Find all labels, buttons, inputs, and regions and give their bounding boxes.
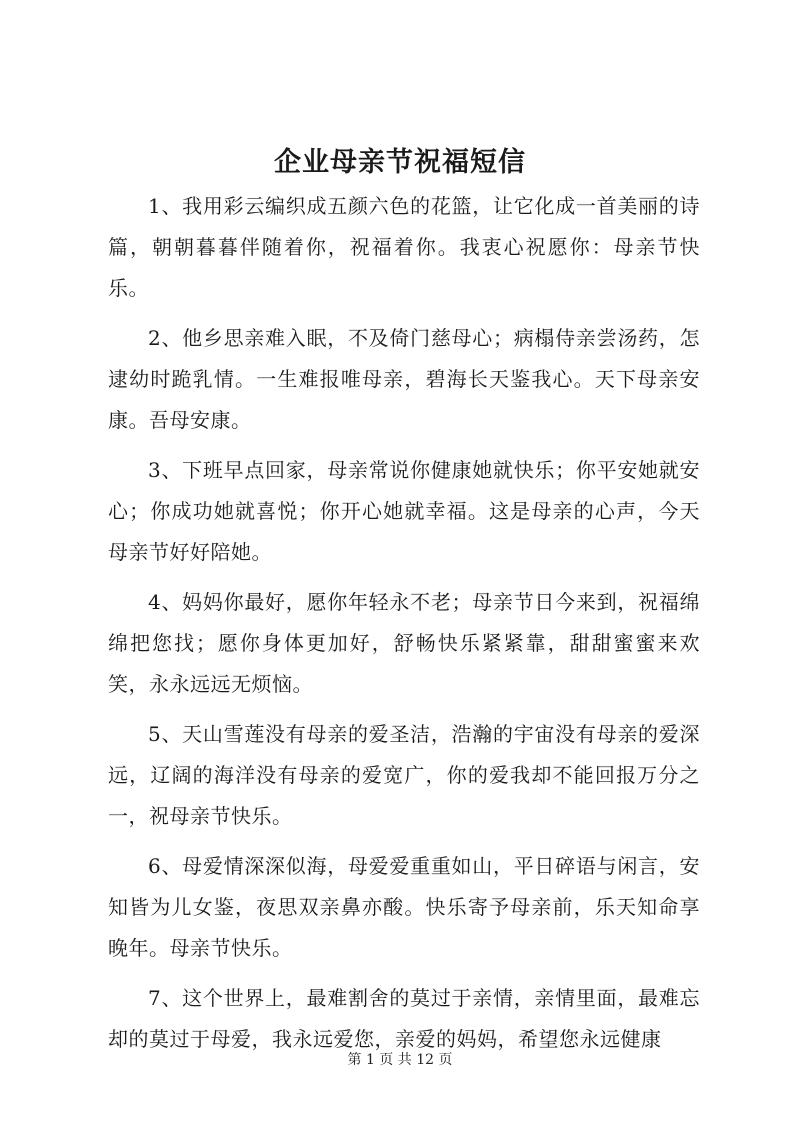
page-number-footer: 第 1 页 共 12 页	[347, 1052, 453, 1068]
paragraph-4: 4、妈妈你最好，愿你年轻永不老；母亲节日今来到，祝福绵绵把您找；愿你身体更加好，舒畅快乐紧紧靠，甜甜蜜蜜来欢笑，永永远远无烦恼。	[108, 590, 700, 696]
paragraph-6: 6、母爱情深深似海，母爱爱重重如山，平日碎语与闲言，安知皆为儿女鉴，夜思双亲鼻亦酸。快乐寄予母亲前，乐天知命享晚年。母亲节快乐。	[108, 854, 700, 960]
paragraph-3: 3、下班早点回家，母亲常说你健康她就快乐；你平安她就安心；你成功她就喜悦；你开心她就幸福。这是母亲的心声，今天母亲节好好陪她。	[108, 458, 700, 564]
paragraph-5: 5、天山雪莲没有母亲的爱圣洁，浩瀚的宇宙没有母亲的爱深远，辽阔的海洋没有母亲的爱宽广，你的爱我却不能回报万分之一，祝母亲节快乐。	[108, 722, 700, 828]
paragraph-1: 1、我用彩云编织成五颜六色的花篮，让它化成一首美丽的诗篇，朝朝暮暮伴随着你，祝福着你。我衷心祝愿你：母亲节快乐。	[108, 194, 700, 300]
paragraph-2: 2、他乡思亲难入眠，不及倚门慈母心；病榻侍亲尝汤药，怎逮幼时跪乳情。一生难报唯母亲，碧海长天鉴我心。天下母亲安康。吾母安康。	[108, 326, 700, 432]
document-body	[108, 186, 700, 1060]
paragraph-7: 7、这个世界上，最难割舍的莫过于亲情，亲情里面，最难忘却的莫过于母爱，我永远爱您，亲爱的妈妈，希望您永远健康	[108, 986, 700, 1051]
document-title: 企业母亲节祝福短信	[274, 147, 526, 178]
